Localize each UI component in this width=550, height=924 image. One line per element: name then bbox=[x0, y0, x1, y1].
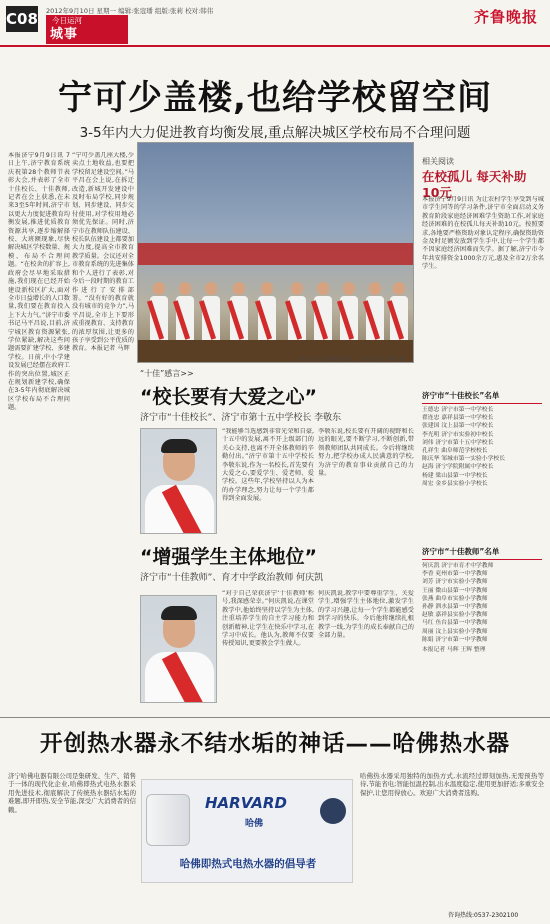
ad-body-right: 哈佛热水器采用独特的加热方式,水流经过即刻加热,无需预热等待,节能省电;智能恒温控制,出水温度稳定,使用更加舒适;多重安全保护,让您用得放心。欢迎广大消费者选购。 bbox=[360, 772, 544, 797]
principal-story-column-2: 李敬东说,校长要有开阔的视野和长远的眼光,要不断学习,不断创新,带领教师团队共同成长。今后将继续努力,把学校办成人民满意的学校,为济宁的教育事业贡献自己的力量。 bbox=[318, 428, 414, 478]
principals-list bbox=[422, 406, 546, 488]
stage-banner bbox=[138, 243, 413, 265]
newspaper-logo: 齐鲁晚报 bbox=[473, 8, 538, 26]
sub-section-label: 今日运河 bbox=[46, 15, 128, 26]
list-item: 赵海 济宁学院附属中学校长 bbox=[422, 464, 494, 471]
list-item: 周宏 金乡县实验小学校长 bbox=[422, 480, 488, 487]
brand-logo-cn: 哈佛 bbox=[245, 819, 264, 829]
principal-story-column-1: “我能够当选感到非常光荣和自豪,十五中的发展,离不开上级部门的关心支持,也离不开全体教师的辛勤付出。”济宁市第十五中学校长李敬东说,作为一名校长,首先要有大爱之心,要爱学生、爱老师、爱学校。这些年,学校坚持以人为本的办学理念,努力让每一个学生都得到全面发展。 bbox=[222, 428, 314, 503]
page-header bbox=[0, 0, 550, 46]
list-item: 周丽 汶上县实验小学教师 bbox=[422, 628, 488, 635]
quality-seal-icon bbox=[320, 798, 346, 824]
teachers-list bbox=[422, 562, 546, 654]
list-item: 王德忠 济宁市第一中学校长 bbox=[422, 407, 494, 413]
list-item: 王丽 微山县第一中学教师 bbox=[422, 587, 488, 594]
list-item: 张建国 汶上县第一中学校长 bbox=[422, 423, 494, 430]
list-item: 刘伟 济宁市第十五中学校长 bbox=[422, 439, 494, 446]
principal-story-title: “校长要有大爱之心” bbox=[140, 386, 317, 408]
list-item: 孔祥生 曲阜师范学校校长 bbox=[422, 448, 488, 455]
list-item: 李光明 济宁市实验初中校长 bbox=[422, 431, 494, 438]
teacher-portrait bbox=[140, 595, 217, 703]
list-item: 杨建 梁山县第一中学校长 bbox=[422, 472, 488, 479]
teachers-list-heading: 济宁市“十佳教师”名单 bbox=[422, 546, 542, 560]
teacher-story-title: “增强学生主体地位” bbox=[140, 546, 317, 568]
header-divider bbox=[0, 45, 550, 47]
list-item: 刘芳 济宁市实验小学教师 bbox=[422, 579, 488, 586]
ad-divider bbox=[0, 717, 550, 718]
principal-story-byline: 济宁市“十佳校长”、济宁市第十五中学校长 李敬东 bbox=[140, 413, 342, 423]
list-item: 孙静 泗水县第一中学教师 bbox=[422, 604, 488, 611]
photo-caption: 济宁市十佳教师表彰。 本报记者 马辉 摄 bbox=[300, 357, 405, 363]
list-item: 陈娟 济宁市第一中学教师 bbox=[422, 636, 488, 643]
lead-column-2: “宁可少盖几座大楼,少卖点土地收益,也要把学校留足建设空间。”马平昌在会上说,在拆迁改造,新城开发建设中及时布局学校,同步规划、同步建设、同步交付使用,对学校用地必须优先保证。同时,济宁市在教师队伍建设、校长队伍建设上都要加大力度,提高全市教育教学质量。会议还对全市教育系统的先进集体和个人进行了表彰,对今后一段时期的教育工作进行了安排部署。“没有好的教育就没有城市的竞争力”,马平昌说,全市上下要形成重视教育、支持教育的浓厚氛围,让更多的孩子享受到公平优质的教育。本报记者 马辉 bbox=[72, 152, 134, 353]
water-heater-image bbox=[146, 794, 190, 846]
ad-title: 开创热水器永不结水垢的神话——哈佛热水器 bbox=[39, 731, 510, 757]
list-item: 翟连忠 嘉祥县第一中学校长 bbox=[422, 415, 494, 422]
main-headline: 宁可少盖楼,也给学校留空间 bbox=[58, 78, 492, 118]
main-subhead: 3-5年内大力促进教育均衡发展,重点解决城区学校布局不合理问题 bbox=[79, 125, 471, 141]
list-item: 何庆凯 济宁市育才中学教师 bbox=[422, 563, 494, 569]
ad-brand-panel bbox=[141, 779, 353, 883]
issue-meta: 2012年9月10日 星期一 编辑:张寇璠 组版:张莉 校对:韩伟 bbox=[46, 7, 214, 15]
ceremony-photo bbox=[137, 142, 414, 363]
list-item: 陈庆华 邹城市第一实验小学校长 bbox=[422, 456, 505, 463]
list-item: 本报记者 马辉 王辉 整理 bbox=[422, 647, 486, 654]
ad-phone: 咨询热线:0537-2302100 bbox=[448, 912, 519, 919]
related-label: 相关阅读 bbox=[422, 157, 454, 166]
section-name: 城事 bbox=[46, 26, 128, 44]
quote-tag: “十佳”感言>> bbox=[140, 369, 194, 378]
ad-tagline: 哈佛即热式电热水器的倡导者 bbox=[179, 858, 317, 870]
principal-portrait bbox=[140, 428, 217, 534]
teacher-story-column-2: 何庆凯说,教学中要尊重学生、关爱学生,增强学生主体地位,激发学生的学习兴趣,让每一个学生都能感受到学习的快乐。今后他将继续扎根教学一线,为学生的成长奉献自己的全部力量。 bbox=[318, 590, 414, 640]
list-item: 李香 兖州市第一中学教师 bbox=[422, 571, 488, 578]
principals-list-heading: 济宁市“十佳校长”名单 bbox=[422, 390, 542, 404]
related-body: 本报济宁9月9日讯 为让农村学生享受到与城市学生同等的学习条件,济宁市全面启动义务教育阶段家庭经济困难学生资助工作,对家庭经济困难的在校孤儿每天补助10元。按照要求,各地要严格资助对象认定程序,确保资助资金及时足额发放到学生手中,让每一个学生都不因家庭经济困难而失学。据了解,济宁市今年共安排资金1000余万元,惠及全市2万余名学生。 bbox=[422, 196, 544, 271]
lead-column-1: 本报济宁9月9日讯 7日上午,济宁教育系统庆祝第28个教师节表彰大会,并表彰了全市十佳校长、十佳教师,记者在会上获悉,在未来3至5年时间,济宁市以更大力度促进教育均衡发展,推进优质教育资源共享,逐步缩解择校、大班额现象,尽快解决城区学校数量、规模、布局不合理问题。“在校舍的扩容上,政府会尽早地采取措施,我们现在已经开始建设新校区扩大,面对全市日益增长的人口数量,我们要在教育投入上下大力气。”济宁市委书记马平昌说,目前,济宁城区教育资源紧张,学位紧缺,解决这些问题需要扩建学校、多建学校。日前,中小学建设发展已经摆在政府工作的突出位置,城区正在规划新建学校,确保在3-5年内彻底解决城区学校布局不合理问题。 bbox=[8, 152, 70, 412]
related-reading bbox=[422, 156, 542, 201]
ad-body-left: 济宁哈佛电器有限公司是集研发、生产、销售于一体的现代化企业,哈佛即热式电热水器采用先进技术,彻底解决了传统热水器结水垢的难题,即开即热,安全节能,深受广大消费者的信赖。 bbox=[8, 772, 136, 814]
related-title: 在校孤儿 每天补助10元 bbox=[422, 169, 527, 200]
teacher-story-column-1: “对于自己荣获济宁‘十佳教师’称号,我深感荣幸。”何庆凯说,在课堂教学中,他始终坚持以学生为主体,注重培养学生的自主学习能力和创新精神,让学生在快乐中学习,在学习中成长。他认为,教师不仅要传授知识,更要教会学生做人。 bbox=[222, 590, 314, 648]
list-item: 赵敏 嘉祥县实验小学教师 bbox=[422, 612, 488, 619]
list-item: 马红 鱼台县第一中学教师 bbox=[422, 620, 488, 627]
list-item: 张燕 曲阜市实验小学教师 bbox=[422, 595, 488, 602]
page-code: C08 bbox=[6, 6, 38, 32]
brand-logo: HARVARD bbox=[205, 794, 287, 812]
teacher-story-byline: 济宁市“十佳教师”、育才中学政治教师 何庆凯 bbox=[140, 573, 324, 583]
